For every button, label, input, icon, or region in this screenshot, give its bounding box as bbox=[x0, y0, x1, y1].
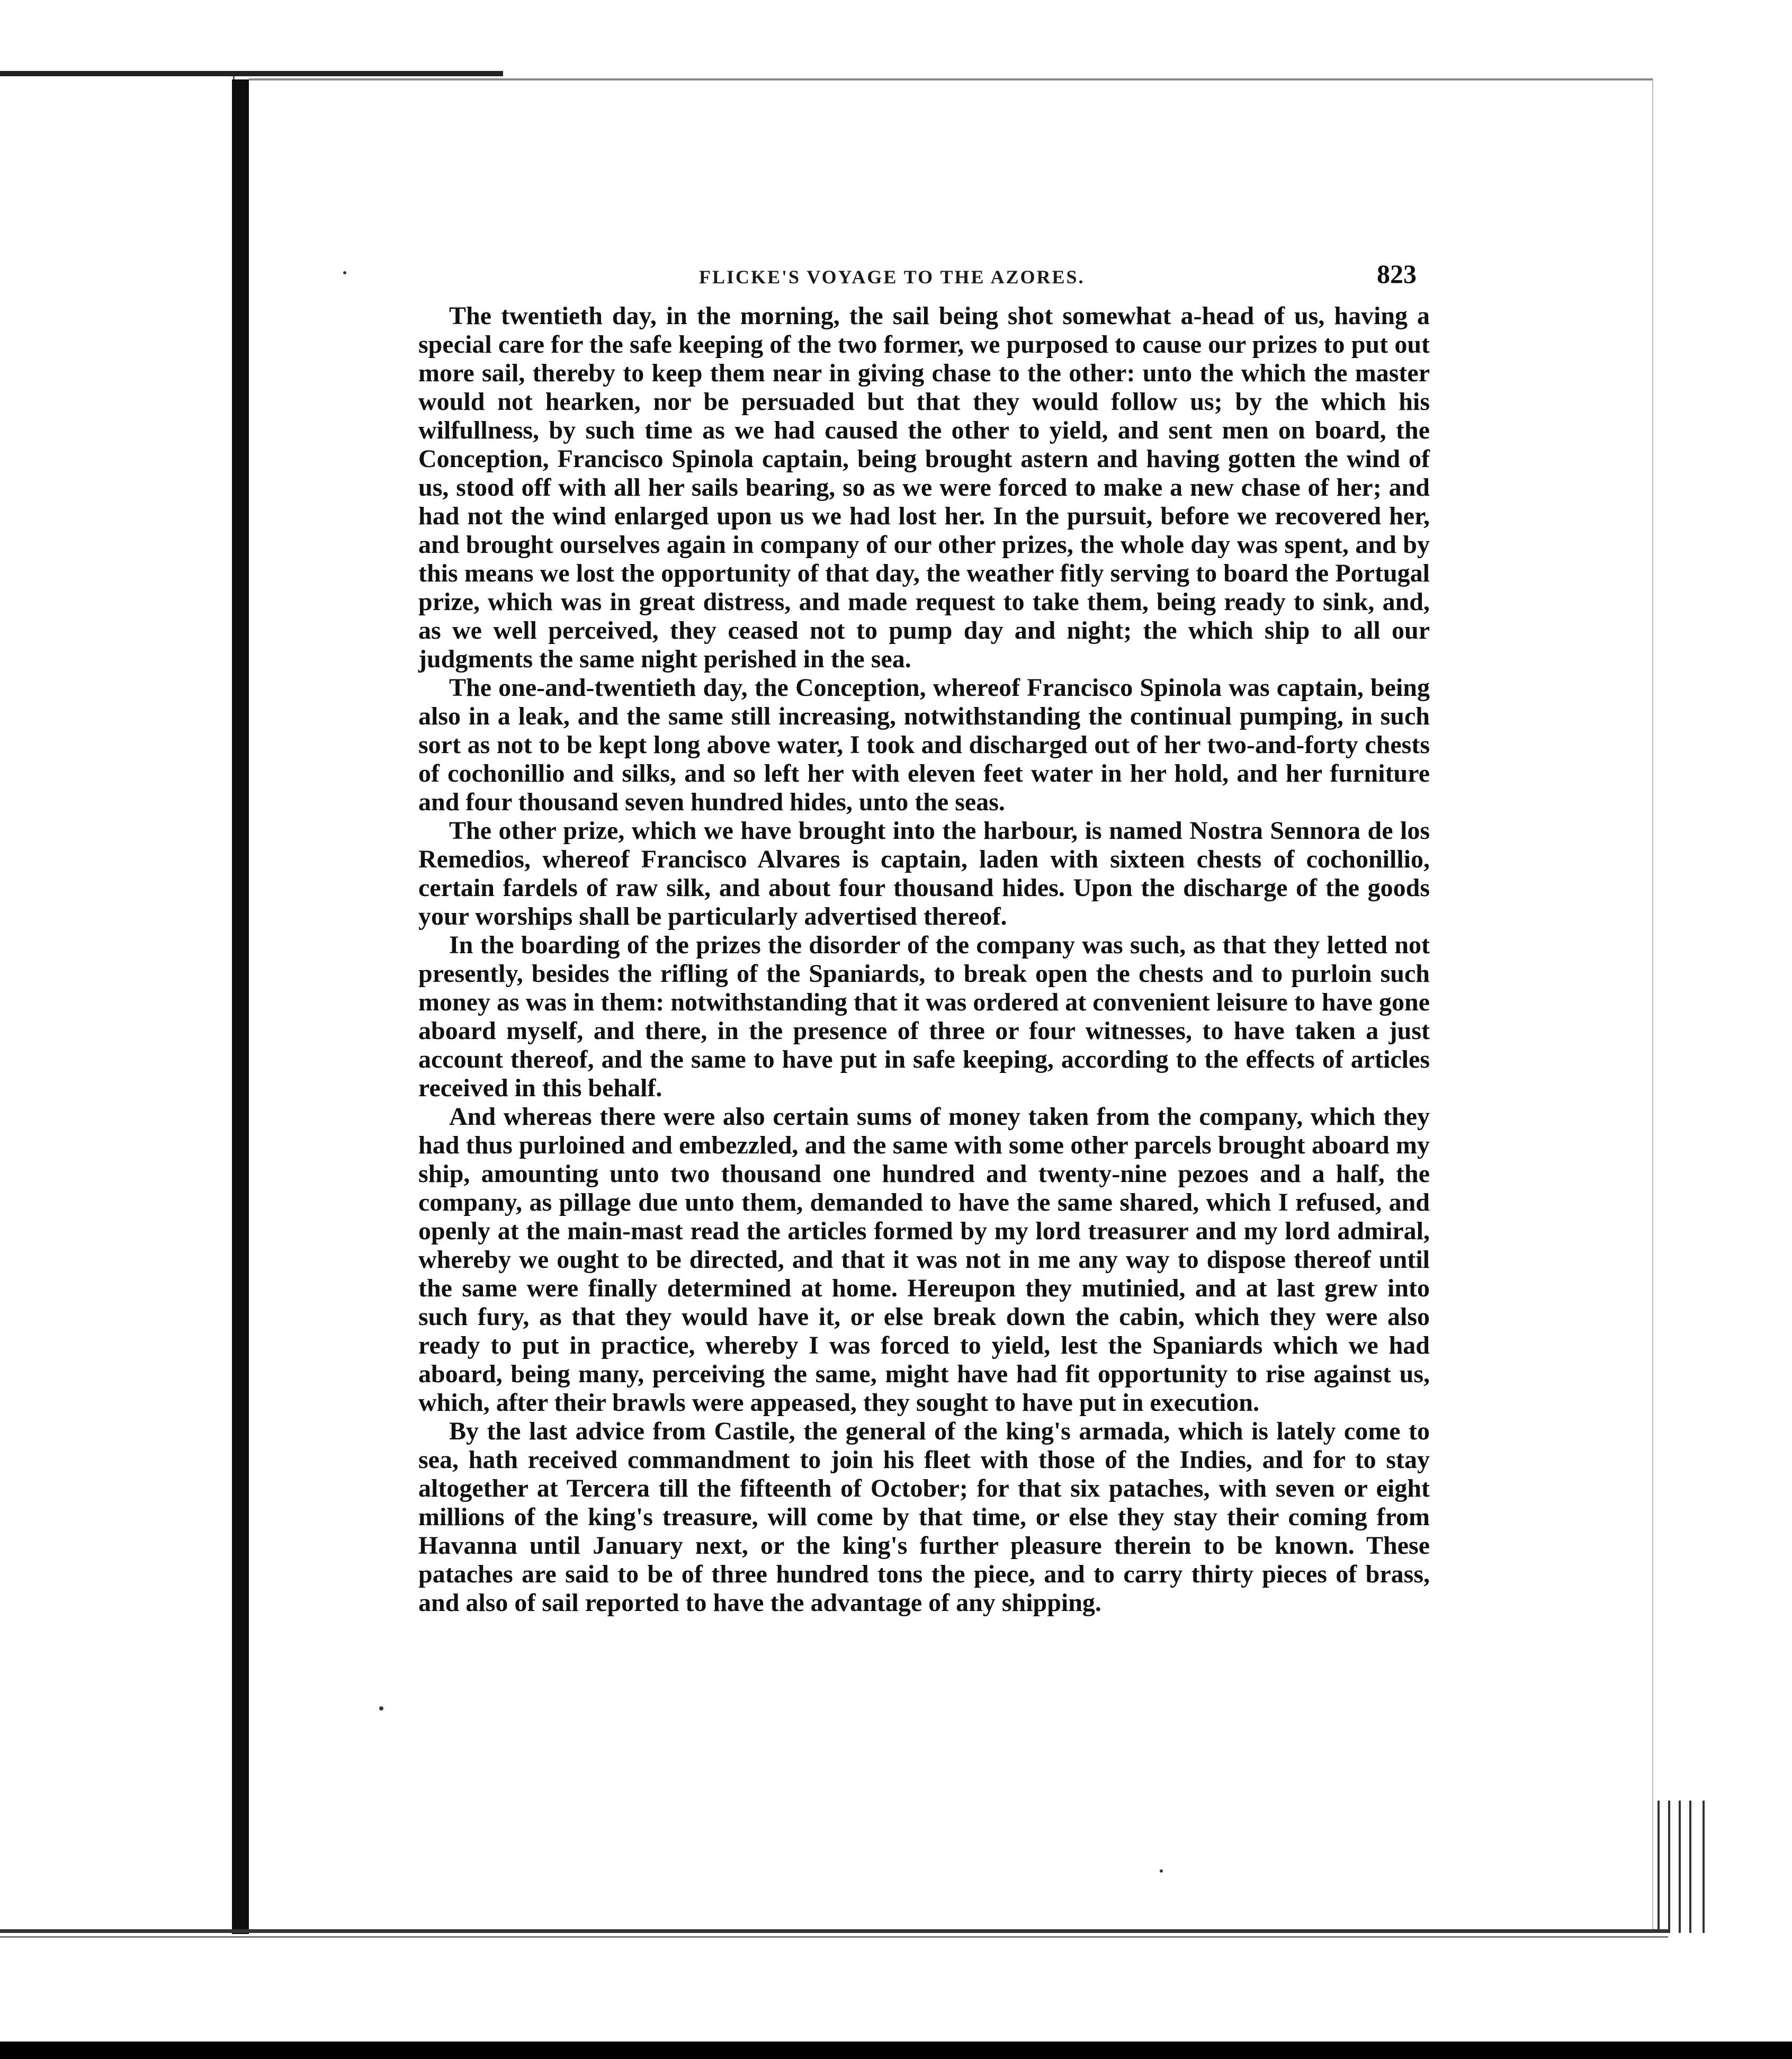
page-number: 823 bbox=[1377, 259, 1417, 289]
page-edge-lines bbox=[1652, 1801, 1716, 1933]
scan-border bbox=[0, 2042, 1792, 2059]
speck bbox=[343, 271, 346, 274]
bottom-rule bbox=[0, 1929, 1668, 1933]
bottom-rule bbox=[0, 1936, 1668, 1938]
top-rule bbox=[0, 71, 503, 76]
paragraph: The other prize, which we have brought into the harbour, is named Nostra Sennora de los Remedios, whereof Francisco Alvares is captain, laden with sixteen chests of cochonillio, certain fardels of raw silk, and about four thousand hides. Upon the discharge of the goods your worships shall be particularly advertised thereof. bbox=[418, 817, 1430, 930]
paragraph: The twentieth day, in the morning, the sail being shot somewhat a-head of us, having a special care for the safe keeping of the two former, we purposed to cause our prizes to put out more sail, thereby to keep them near in giving chase to the other: unto the which the master would not hearken, nor be persuaded but that they would follow us; by the which his wilfullness, by such time as we had caused the other to yield, and sent men on board, the Conception, Francisco Spinola captain, being brought astern and having gotten the wind of us, stood off with all her sails bearing, so as we were forced to make a new chase of her; and had not the wind enlarged upon us we had lost her. In the pursuit, before we recovered her, and brought ourselves again in company of our other prizes, the whole day was spent, and by this means we lost the opportunity of that day, the weather fitly serving to board the Portugal prize, which was in great distress, and made request to take them, being ready to sink, and, as we well perceived, they ceased not to pump day and night; the which ship to all our judgments the same night perished in the sea. bbox=[418, 302, 1430, 673]
book-gutter bbox=[232, 79, 249, 1934]
body-text bbox=[418, 302, 1430, 1617]
left-facing-page bbox=[0, 74, 235, 1928]
paragraph: In the boarding of the prizes the disorder of the company was such, as that they letted not presently, besides the rifling of the Spaniards, to break open the chests and to purloin such money as was in them: notwithstanding that it was ordered at convenient leisure to have gone aboard myself, and there, in the presence of three or four witnesses, to have taken a just account thereof, and the same to have put in safe keeping, according to the effects of articles received in this behalf. bbox=[418, 931, 1430, 1102]
paragraph: And whereas there were also certain sums of money taken from the company, which they had thus purloined and embezzled, and the same with some other parcels brought aboard my ship, amounting unto two thousand one hundred and twenty-nine pezoes and a half, the company, as pillage due unto them, demanded to have the same shared, which I refused, and openly at the main-mast read the articles formed by my lord treasurer and my lord admiral, whereby we ought to be directed, and that it was not in me any way to dispose thereof until the same were finally determined at home. Hereupon they mutinied, and at last grew into such fury, as that they would have it, or else break down the cabin, which they were also ready to put in practice, whereby I was forced to yield, lest the Spaniards which we had aboard, being many, perceiving the same, might have had fit opportunity to rise against us, which, after their brawls were appeased, they sought to have put in execution. bbox=[418, 1103, 1430, 1417]
paragraph: The one-and-twentieth day, the Conception, whereof Francisco Spinola was captain, being also in a leak, and the same still increasing, notwithstanding the continual pumping, in such sort as not to be kept long above water, I took and discharged out of her two-and-forty chests of cochonillio and silks, and so left her with eleven feet water in her hold, and her furniture and four thousand seven hundred hides, unto the seas. bbox=[418, 674, 1430, 816]
running-head: FLICKE'S VOYAGE TO THE AZORES. bbox=[699, 266, 1085, 288]
speck bbox=[1160, 1869, 1163, 1873]
speck bbox=[379, 1706, 383, 1711]
paragraph: By the last advice from Castile, the general of the king's armada, which is lately come to sea, hath received commandment to join his fleet with those of the Indies, and for to stay altogether at Tercera till the fifteenth of October; for that six pataches, with seven or eight millions of the king's treasure, will come by that time, or else they stay their coming from Havanna until January next, or the king's further pleasure therein to be known. These pataches are said to be of three hundred tons the piece, and to carry thirty pieces of brass, and also of sail reported to have the advantage of any shipping. bbox=[418, 1417, 1430, 1617]
